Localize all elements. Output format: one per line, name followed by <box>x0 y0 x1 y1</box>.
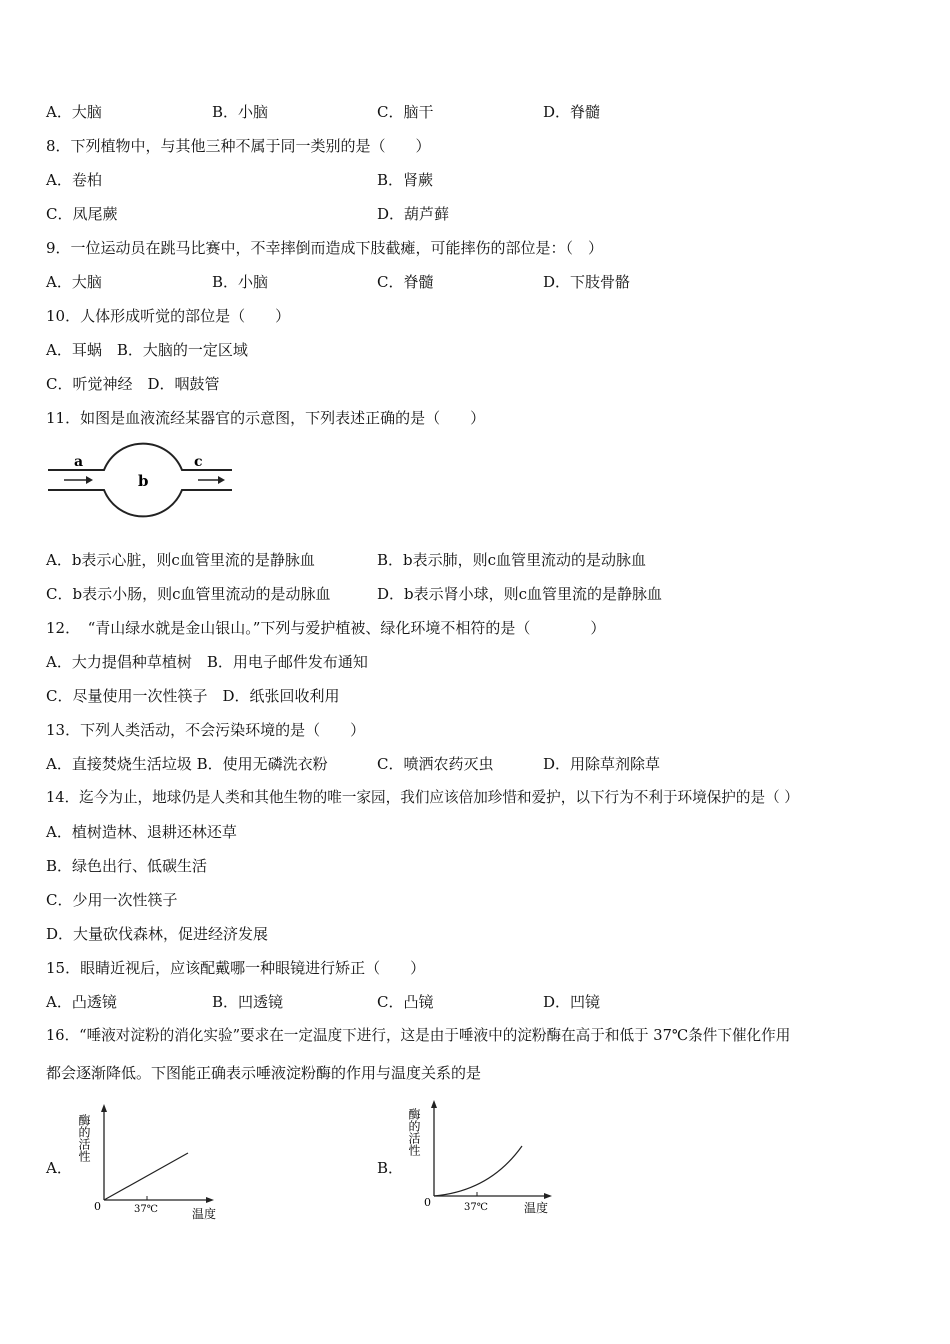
q9-option-d: D．下肢骨骼 <box>543 273 631 291</box>
graph-b-origin: 0 <box>424 1196 431 1209</box>
q13-stem: 13．下列人类活动，不会污染环境的是（ ） <box>46 721 366 739</box>
graph-a-ylabel: 酶的活性 <box>77 1114 91 1162</box>
graph-b-xlabel: 温度 <box>524 1201 549 1215</box>
graph-b-tick: 37℃ <box>464 1202 488 1213</box>
q13-option-d: D．用除草剂除草 <box>543 755 661 773</box>
graph-a-tick: 37℃ <box>134 1204 158 1215</box>
q12-stem: 12． “青山绿水就是金山银山。”下列与爱护植被、绿化环境不相符的是（ ） <box>46 619 606 637</box>
q14-option-c: C．少用一次性筷子 <box>46 891 178 909</box>
q11-option-d: D．b表示肾小球，则c血管里流的是静脉血 <box>377 585 663 603</box>
q15-stem: 15．眼睛近视后，应该配戴哪一种眼镜进行矫正（ ） <box>46 959 426 977</box>
q16-stem-line1: 16．“唾液对淀粉的消化实验”要求在一定温度下进行，这是由于唾液中的淀粉酶在高于和低于 37℃条件下催化作用 <box>46 1027 791 1044</box>
arrow-right-icon <box>198 476 225 484</box>
graph-b-ylabel: 酶的活性 <box>407 1108 421 1156</box>
q9-stem: 9．一位运动员在跳马比赛中，不幸摔倒而造成下肢截瘫，可能摔伤的部位是：（ ） <box>46 239 604 257</box>
q8-option-a: A．卷柏 <box>46 171 102 189</box>
graph-b-label: B． <box>377 1159 404 1177</box>
q15-option-b: B．凹透镜 <box>212 993 284 1011</box>
q12-options-ab: A．大力提倡种草植树 B．用电子邮件发布通知 <box>46 653 368 671</box>
q16-stem-line2: 都会逐渐降低。下图能正确表示唾液淀粉酶的作用与温度关系的是 <box>46 1064 482 1082</box>
q11-stem: 11．如图是血液流经某器官的示意图，下列表述正确的是（ ） <box>46 409 486 427</box>
arrow-right-icon <box>64 476 93 484</box>
q10-stem: 10．人体形成听觉的部位是（ ） <box>46 307 291 325</box>
graph-b <box>407 1096 570 1221</box>
q13-options-ab: A．直接焚烧生活垃圾 B．使用无磷洗衣粉 <box>46 755 328 773</box>
q12-options-cd: C．尽量使用一次性筷子 D．纸张回收利用 <box>46 687 340 705</box>
fig-label-a: a <box>74 454 84 470</box>
q8-option-b: B．肾蕨 <box>377 171 434 189</box>
q15-option-d: D．凹镜 <box>543 993 601 1011</box>
q14-stem: 14．迄今为止，地球仍是人类和其他生物的唯一家园，我们应该倍加珍惜和爱护，以下行为不利于环境保护的是（ ） <box>46 789 799 806</box>
q15-option-c: C．凸镜 <box>377 993 434 1011</box>
q14-option-b: B．绿色出行、低碳生活 <box>46 857 208 875</box>
q7-option-b: B．小脑 <box>212 103 269 121</box>
q11-option-c: C．b表示小肠，则c血管里流动的是动脉血 <box>46 585 331 603</box>
q10-options-ab: A．耳蜗 B．大脑的一定区域 <box>46 341 248 359</box>
graph-a-origin: 0 <box>94 1200 101 1213</box>
q7-option-a: A．大脑 <box>46 103 102 121</box>
q15-option-a: A．凸透镜 <box>46 993 117 1011</box>
q14-option-a: A．植树造林、退耕还林还草 <box>46 823 237 841</box>
q11-option-b: B．b表示肺，则c血管里流动的是动脉血 <box>377 551 647 569</box>
q7-option-d: D．脊髓 <box>543 103 601 121</box>
q9-option-b: B．小脑 <box>212 273 269 291</box>
q9-option-a: A．大脑 <box>46 273 102 291</box>
fig-label-b: b <box>138 472 149 490</box>
graph-a-label: A． <box>46 1159 72 1177</box>
q9-option-c: C．脊髓 <box>377 273 434 291</box>
q7-option-c: C．脑干 <box>377 103 434 121</box>
q8-option-c: C．凤尾蕨 <box>46 205 118 223</box>
q8-stem: 8．下列植物中，与其他三种不属于同一类别的是（ ） <box>46 137 431 155</box>
graph-a-xlabel: 温度 <box>192 1207 217 1221</box>
fig-label-c: c <box>194 454 203 470</box>
blood-flow-diagram <box>46 440 236 520</box>
q10-options-cd: C．听觉神经 D．咽鼓管 <box>46 375 220 393</box>
graph-a <box>77 1100 240 1225</box>
q14-option-d: D．大量砍伐森林，促进经济发展 <box>46 925 269 943</box>
q8-option-d: D．葫芦藓 <box>377 205 450 223</box>
q13-option-c: C．喷洒农药灭虫 <box>377 755 494 773</box>
q11-option-a: A．b表示心脏，则c血管里流的是静脉血 <box>46 551 315 569</box>
